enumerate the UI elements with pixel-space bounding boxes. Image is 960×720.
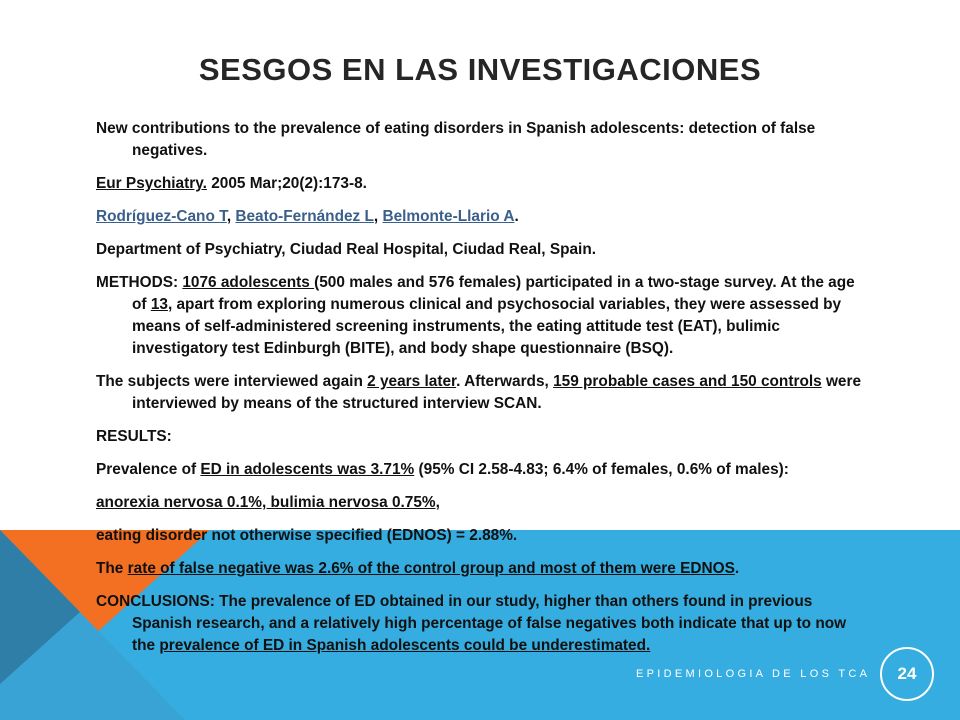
- citation-details: 2005 Mar;20(2):173-8.: [206, 175, 367, 192]
- conclusions-text: CONCLUSIONS: The prevalence of ED obtained in our study, higher than others found in previous Spanish research, and a relatively high percentage of false negatives both indicate that up to now the: [96, 593, 847, 654]
- page-number-text: 24: [897, 664, 917, 683]
- author-link-2[interactable]: Beato-Fernández L: [235, 208, 374, 225]
- false-negative-highlight: rate of false negative was 2.6% of the control group and most of them were EDNOS: [127, 560, 735, 577]
- prevalence: [96, 459, 868, 481]
- affiliation: Department of Psychiatry, Ciudad Real Hospital, Ciudad Real, Spain.: [96, 241, 597, 258]
- footer-label: EPIDEMIOLOGIA DE LOS TCA: [636, 668, 871, 680]
- prevalence-text: (95% CI 2.58-4.83; 6.4% of females, 0.6% of males):: [414, 461, 789, 478]
- false-negative-lead: The: [96, 560, 128, 577]
- authors: Rodríguez-Cano T, Beato-Fernández L, Belmonte-Llario A.: [96, 208, 519, 225]
- ednos: eating disorder not otherwise specified (EDNOS) = 2.88%.: [96, 527, 518, 544]
- followup-lead: The subjects were interviewed again: [96, 373, 368, 390]
- followup-cases: 159 probable cases and 150 controls: [553, 373, 822, 390]
- article-title: New contributions to the prevalence of eating disorders in Spanish adolescents: detection of false negatives.: [96, 120, 816, 159]
- followup-text-2: were interviewed by means of the structured interview SCAN.: [132, 373, 862, 412]
- followup: [96, 371, 868, 415]
- methods-lead: METHODS:: [96, 274, 183, 291]
- followup-text-1: . Afterwards,: [456, 373, 554, 390]
- methods-sample: 1076 adolescents: [182, 274, 315, 291]
- methods-text-1: (500 males and 576 females) participated in a two-stage survey. At the age of: [132, 274, 855, 313]
- conclusions-highlight: prevalence of ED in Spanish adolescents could be underestimated.: [159, 637, 651, 654]
- methods: [96, 272, 868, 360]
- subtypes-text: anorexia nervosa 0.1%, bulimia nervosa 0.75%,: [96, 494, 440, 511]
- false-negative-end: .: [734, 560, 740, 577]
- prevalence-lead: Prevalence of: [96, 461, 201, 478]
- conclusions: [96, 591, 868, 657]
- page-number: [880, 647, 934, 701]
- slide-title: SESGOS EN LAS INVESTIGACIONES: [198, 52, 762, 87]
- followup-interval: 2 years later: [367, 373, 457, 390]
- journal-link[interactable]: Eur Psychiatry.: [96, 175, 207, 192]
- methods-age: 13: [150, 296, 168, 313]
- citation: [96, 173, 868, 195]
- article-abstract: [96, 118, 868, 668]
- author-link-1[interactable]: Rodríguez-Cano T: [96, 208, 227, 225]
- prevalence-highlight: ED in adolescents was 3.71%: [200, 461, 415, 478]
- subtypes: [96, 492, 868, 514]
- results-heading: RESULTS:: [96, 428, 172, 445]
- methods-text-2: , apart from exploring numerous clinical and psychosocial variables, they were assessed by means of self-administered screening instruments, the eating attitude test (EAT), bulimic investigatory test Edinburgh (BITE), and body shape questionnaire (BSQ).: [132, 296, 842, 357]
- author-link-3[interactable]: Belmonte-Llario A: [382, 208, 515, 225]
- false-negative: [96, 558, 868, 580]
